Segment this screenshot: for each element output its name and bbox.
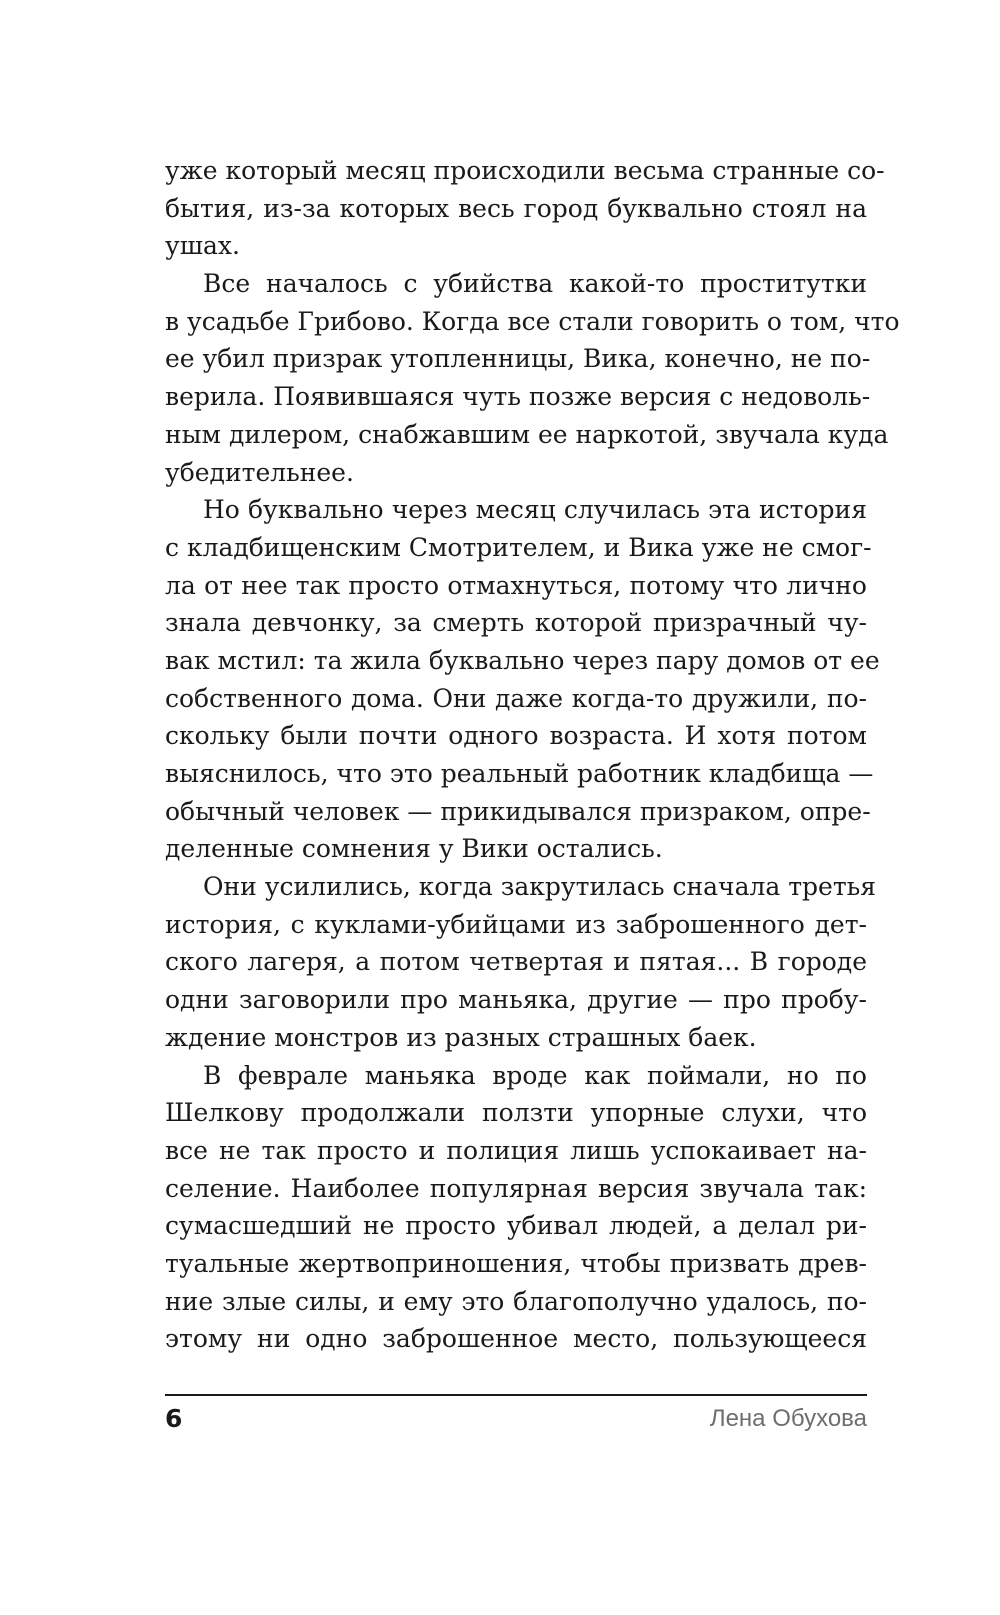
text-line: все не так просто и полиция лишь успокаивает на- xyxy=(165,1135,867,1165)
text-line: ее убил призрак утопленницы, Вика, конечно, не по- xyxy=(165,344,871,374)
text-line: ние злые силы, и ему это благополучно удалось, по- xyxy=(165,1286,867,1316)
text-line: деленные сомнения у Вики остались. xyxy=(165,834,663,864)
text-line: В феврале маньяка вроде как поймали, но по xyxy=(203,1060,867,1090)
text-line: туальные жертвоприношения, чтобы призвать древ- xyxy=(165,1248,867,1278)
text-line: сумасшедший не просто убивал людей, а делал ри- xyxy=(165,1211,867,1241)
text-line: уже который месяц происходили весьма странные со- xyxy=(165,156,885,185)
footer-divider xyxy=(165,1394,867,1396)
text-line: ла от нее так просто отмахнуться, потому что лично xyxy=(165,570,867,600)
text-line: история, с куклами-убийцами из заброшенного дет- xyxy=(165,909,867,939)
text-line: вак мстил: та жила буквально через пару домов от ее xyxy=(165,645,880,675)
text-line: собственного дома. Они даже когда-то дружили, по- xyxy=(165,683,867,713)
text-line: Шелкову продолжали ползти упорные слухи, что xyxy=(165,1098,867,1128)
body-text xyxy=(165,152,900,1358)
text-line: одни заговорили про маньяка, другие — про пробу- xyxy=(165,985,867,1015)
text-line: убедительнее. xyxy=(165,457,354,487)
text-line: знала девчонку, за смерть которой призрачный чу- xyxy=(165,608,867,638)
page-number: 6 xyxy=(165,1404,183,1433)
text-line: обычный человек — прикидывался призраком, опре- xyxy=(165,796,871,826)
text-line: в усадьбе Грибово. Когда все стали говорить о том, что xyxy=(165,306,900,336)
text-line: ского лагеря, а потом четвертая и пятая... В городе xyxy=(165,947,867,977)
text-line: выяснилось, что это реальный работник кладбища — xyxy=(165,759,874,788)
text-line: верила. Появившаяся чуть позже версия с недоволь- xyxy=(165,382,871,412)
text-line: Все началось с убийства какой-то проститутки xyxy=(203,269,867,299)
text-line: с кладбищенским Смотрителем, и Вика уже не смог- xyxy=(165,532,872,562)
text-line: Но буквально через месяц случилась эта история xyxy=(203,495,867,525)
text-line: селение. Наиболее популярная версия звучала так: xyxy=(165,1173,867,1203)
text-line: скольку были почти одного возраста. И хотя потом xyxy=(165,721,867,751)
text-line: бытия, из-за которых весь город буквально стоял на xyxy=(165,193,867,223)
text-line: ждение монстров из разных страшных баек. xyxy=(165,1022,757,1052)
text-line: этому ни одно заброшенное место, пользующееся xyxy=(165,1324,867,1354)
running-footer-author: Лена Обухова xyxy=(709,1405,867,1432)
text-line: ушах. xyxy=(165,231,240,261)
text-line: Они усилились, когда закрутилась сначала третья xyxy=(203,872,877,902)
text-line: ным дилером, снабжавшим ее наркотой, звучала куда xyxy=(165,419,889,449)
